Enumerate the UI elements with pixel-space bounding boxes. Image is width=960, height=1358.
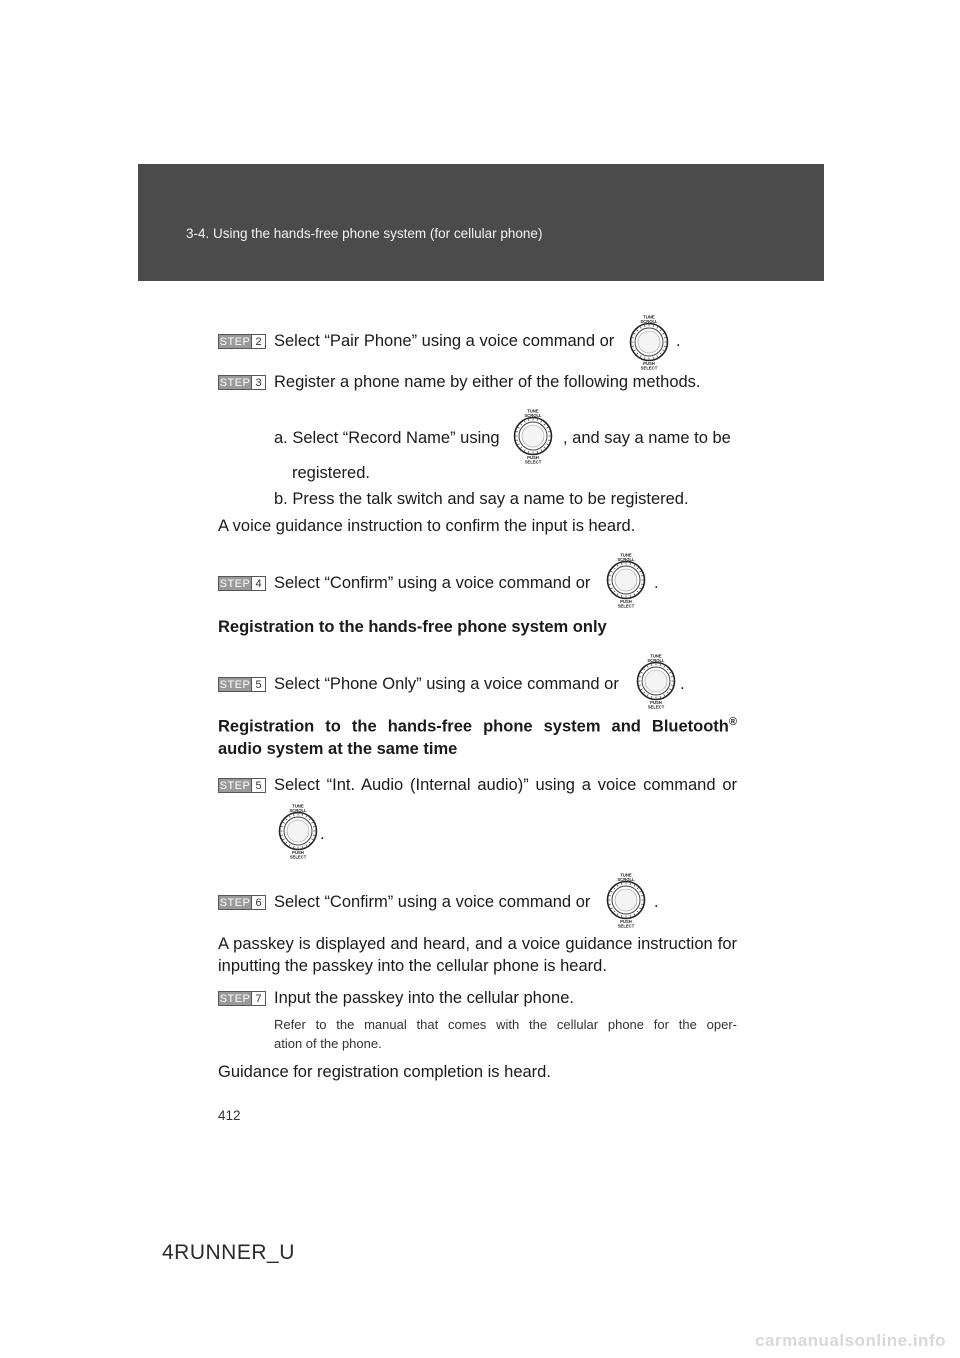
step-label: STEP bbox=[219, 897, 251, 909]
heading-phone-and-bluetooth bbox=[218, 711, 737, 738]
step-number: 3 bbox=[251, 376, 265, 389]
svg-text:SELECT: SELECT bbox=[524, 459, 542, 464]
step-badge bbox=[218, 895, 266, 910]
step-badge bbox=[218, 334, 266, 349]
section-header-band bbox=[138, 164, 824, 281]
step-7-text: Input the passkey into the cellular phone. bbox=[274, 989, 574, 1007]
step-label: STEP bbox=[219, 993, 251, 1005]
registered-mark: ® bbox=[728, 716, 737, 728]
tune-dial-icon bbox=[270, 803, 326, 859]
step-badge bbox=[218, 375, 266, 390]
svg-text:PUSH: PUSH bbox=[650, 700, 662, 705]
svg-text:SCROLL: SCROLL bbox=[524, 413, 542, 418]
step-5-int-audio-period: . bbox=[320, 825, 325, 843]
step-badge bbox=[218, 778, 266, 793]
step-label: STEP bbox=[219, 780, 251, 792]
svg-text:SCROLL: SCROLL bbox=[289, 808, 307, 813]
step-badge bbox=[218, 576, 266, 591]
svg-text:SELECT: SELECT bbox=[640, 365, 658, 370]
tune-dial-icon bbox=[621, 314, 677, 370]
heading-phone-only: Registration to the hands-free phone system only bbox=[218, 618, 607, 636]
step-5-phone-only-text: Select “Phone Only” using a voice command or bbox=[274, 675, 619, 693]
svg-text:PUSH: PUSH bbox=[292, 850, 304, 855]
svg-text:TUNE: TUNE bbox=[650, 653, 662, 659]
step-label: STEP bbox=[219, 578, 251, 590]
voice-guidance-text: A voice guidance instruction to confirm the input is heard. bbox=[218, 517, 636, 535]
tune-dial-icon bbox=[628, 653, 684, 709]
heading-phone-and-bluetooth-line-2: audio system at the same time bbox=[218, 740, 458, 758]
heading-part-1: Registration to the hands-free phone system and Bluetooth bbox=[218, 717, 729, 736]
section-title: 3-4. Using the hands-free phone system (for cellular phone) bbox=[186, 226, 543, 241]
step-number: 2 bbox=[251, 335, 265, 348]
watermark: carmanualsonline.info bbox=[755, 1331, 946, 1350]
step-6-period: . bbox=[654, 893, 659, 911]
step-label: STEP bbox=[219, 679, 251, 691]
svg-text:TUNE: TUNE bbox=[643, 314, 655, 320]
method-a-continuation: registered. bbox=[292, 464, 370, 482]
step-number: 5 bbox=[251, 779, 265, 792]
svg-text:PUSH: PUSH bbox=[620, 599, 632, 604]
step-badge bbox=[218, 677, 266, 692]
step-label: STEP bbox=[219, 377, 251, 389]
step-4-period: . bbox=[654, 574, 659, 592]
tune-dial-icon bbox=[598, 872, 654, 928]
svg-text:SELECT: SELECT bbox=[647, 704, 665, 709]
step-4-text: Select “Confirm” using a voice command or bbox=[274, 574, 591, 592]
method-b-text: b. Press the talk switch and say a name to be registered. bbox=[274, 490, 689, 508]
method-a-after: , and say a name to be bbox=[563, 429, 731, 447]
step-number: 5 bbox=[251, 678, 265, 691]
step-5-period: . bbox=[680, 675, 685, 693]
svg-text:PUSH: PUSH bbox=[527, 455, 539, 460]
step-badge bbox=[218, 991, 266, 1006]
step-2-text: Select “Pair Phone” using a voice command or bbox=[274, 332, 615, 350]
note-line-1: Refer to the manual that comes with the cellular phone for the oper- bbox=[274, 1017, 737, 1032]
step-6-text: Select “Confirm” using a voice command or bbox=[274, 893, 591, 911]
svg-text:PUSH: PUSH bbox=[620, 919, 632, 924]
svg-text:SCROLL: SCROLL bbox=[647, 658, 665, 663]
step-label: STEP bbox=[219, 336, 251, 348]
svg-text:SELECT: SELECT bbox=[617, 923, 635, 928]
svg-text:TUNE: TUNE bbox=[292, 803, 304, 809]
page-number: 412 bbox=[218, 1108, 241, 1123]
step-3-text: Register a phone name by either of the following methods. bbox=[274, 373, 701, 391]
step-number: 4 bbox=[251, 577, 265, 590]
note-line-2: ation of the phone. bbox=[274, 1036, 382, 1051]
svg-text:SELECT: SELECT bbox=[617, 603, 635, 608]
step-number: 6 bbox=[251, 896, 265, 909]
svg-text:TUNE: TUNE bbox=[620, 872, 632, 878]
completion-text: Guidance for registration completion is heard. bbox=[218, 1063, 551, 1081]
footer-code: 4RUNNER_U bbox=[162, 1241, 295, 1264]
svg-text:SCROLL: SCROLL bbox=[640, 319, 658, 324]
step-5-int-audio-text: Select “Int. Audio (Internal audio)” using a voice command or bbox=[274, 776, 737, 794]
step-number: 7 bbox=[251, 992, 265, 1005]
method-a-text: a. Select “Record Name” using bbox=[274, 429, 500, 447]
svg-text:TUNE: TUNE bbox=[620, 552, 632, 558]
svg-text:SCROLL: SCROLL bbox=[617, 557, 635, 562]
tune-dial-icon bbox=[505, 408, 561, 464]
svg-text:SELECT: SELECT bbox=[289, 854, 307, 859]
svg-text:TUNE: TUNE bbox=[527, 408, 539, 414]
tune-dial-icon bbox=[598, 552, 654, 608]
step-2-period: . bbox=[676, 332, 681, 350]
svg-text:PUSH: PUSH bbox=[643, 361, 655, 366]
svg-text:SCROLL: SCROLL bbox=[617, 877, 635, 882]
passkey-paragraph: A passkey is displayed and heard, and a voice guidance instruction for inputting the passkey into the cellular phone is heard. bbox=[218, 935, 737, 975]
